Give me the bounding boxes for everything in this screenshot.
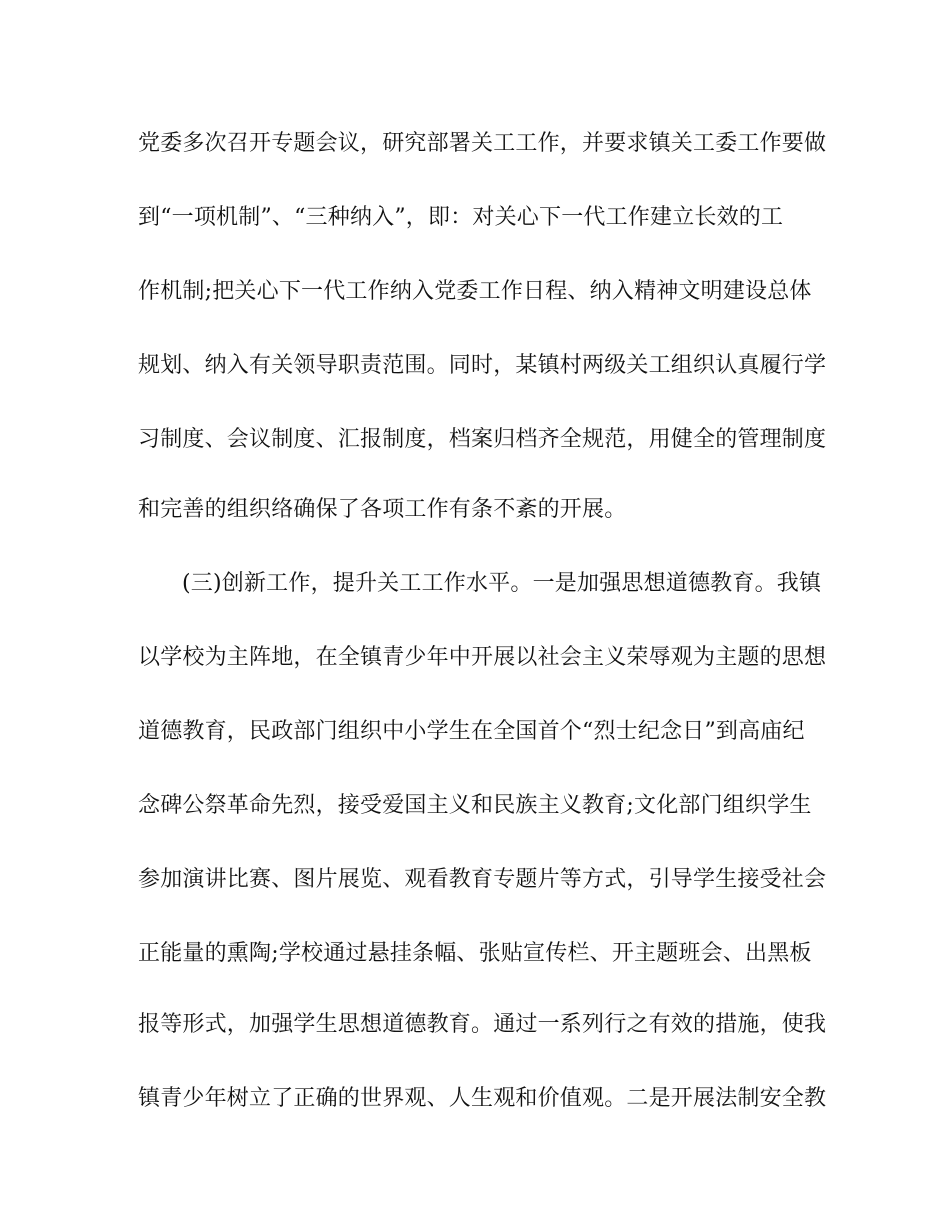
text-line: 参加演讲比赛、图片展览、观看教育专题片等方式，引导学生接受社会 <box>138 867 827 892</box>
text-line: 党委多次召开专题会议，研究部署关工工作，并要求镇关工委工作要做 <box>138 131 827 156</box>
text-line: 习制度、会议制度、汇报制度，档案归档齐全规范，用健全的管理制度 <box>138 427 827 452</box>
paragraph-start-line: (三)创新工作，提升关工工作水平。一是加强思想道德教育。我镇 <box>182 571 822 596</box>
text-line: 道德教育，民政部门组织中小学生在全国首个“烈士纪念日”到高庙纪 <box>138 719 805 744</box>
text-line: 镇青少年树立了正确的世界观、人生观和价值观。二是开展法制安全教 <box>138 1086 827 1111</box>
text-line: 报等形式，加强学生思想道德教育。通过一系列行之有效的措施，使我 <box>138 1012 827 1037</box>
text-line: 念碑公祭革命先烈，接受爱国主义和民族主义教育;文化部门组织学生 <box>138 793 812 818</box>
text-line: 到“一项机制”、“三种纳入”，即：对关心下一代工作建立长效的工 <box>138 205 784 230</box>
text-line: 和完善的组织络确保了各项工作有条不紊的开展。 <box>138 497 627 522</box>
text-line: 正能量的熏陶;学校通过悬挂条幅、张贴宣传栏、开主题班会、出黑板 <box>138 941 812 966</box>
text-line: 作机制;把关心下一代工作纳入党委工作日程、纳入精神文明建设总体 <box>138 279 812 304</box>
text-line: 以学校为主阵地，在全镇青少年中开展以社会主义荣辱观为主题的思想 <box>138 645 827 670</box>
text-line: 规划、纳入有关领导职责范围。同时，某镇村两级关工组织认真履行学 <box>138 353 827 378</box>
